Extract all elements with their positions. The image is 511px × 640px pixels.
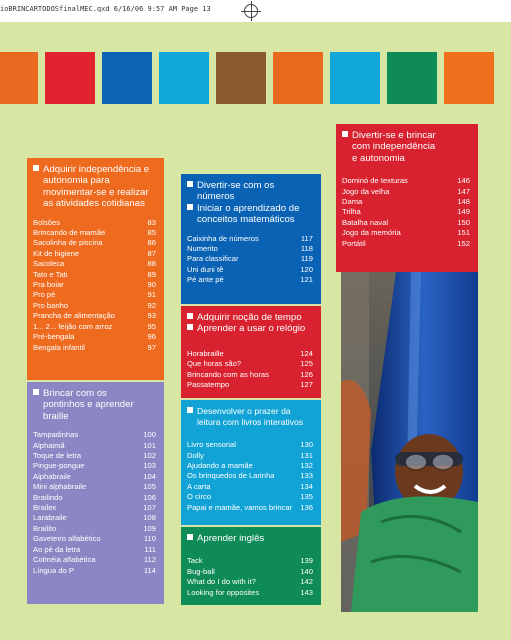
entry-title: Caixinha de números — [187, 233, 259, 243]
entry-title: Pro banho — [33, 300, 69, 310]
entry-page-number: 105 — [143, 482, 156, 492]
entry-title: Pré-bengala — [33, 332, 75, 342]
entry-page-number: 140 — [300, 566, 313, 576]
entry-page-number: 93 — [147, 311, 156, 321]
toc-list — [342, 176, 472, 249]
entry-title: Tampadinhas — [33, 430, 79, 440]
toc-list — [187, 349, 315, 391]
toc-entry — [187, 588, 315, 598]
panel-numbers — [181, 174, 321, 304]
toc-entry — [33, 503, 158, 513]
entry-title: 1... 2... feijão com arroz — [33, 321, 113, 331]
toc-entry — [33, 343, 158, 353]
toc-entry — [187, 370, 315, 380]
toc-entry — [187, 234, 315, 244]
entry-page-number: 89 — [147, 269, 156, 279]
toc-entry — [33, 545, 158, 555]
toc-entry — [33, 524, 158, 534]
entry-title: Mini alphabraile — [33, 482, 87, 492]
entry-title: Brailindo — [33, 492, 63, 502]
toc-entry — [33, 461, 158, 471]
toc-list — [33, 218, 158, 353]
toc-entry — [342, 176, 472, 186]
entry-page-number: 121 — [300, 275, 313, 285]
toc-entry — [187, 244, 315, 254]
entry-title: Prancha de alimentação — [33, 311, 115, 321]
entry-title: Pra boiar — [33, 280, 64, 290]
entry-page-number: 110 — [143, 534, 156, 544]
entry-page-number: 132 — [300, 461, 313, 470]
bullet-icon — [342, 131, 348, 137]
entry-page-number: 106 — [143, 492, 156, 502]
toc-entry — [33, 259, 158, 269]
entry-title: Larabraile — [33, 513, 67, 523]
entry-page-number: 143 — [300, 587, 313, 597]
toc-entry — [187, 471, 315, 481]
toc-entry — [33, 270, 158, 280]
toc-entry — [187, 440, 315, 450]
entry-page-number: 102 — [143, 451, 156, 461]
slug-text: ioBRINCARTODOSfinalMEC.qxd 6/16/06 9:57 AM Page 13 — [0, 5, 211, 13]
entry-title: Os brinquedos de Larinha — [187, 471, 275, 481]
entry-page-number: 117 — [300, 233, 313, 243]
bullet-icon — [187, 534, 193, 540]
entry-title: Pingue-pongue — [33, 461, 85, 471]
entry-title: Que horas são? — [187, 359, 242, 369]
toc-entry — [187, 380, 315, 390]
toc-entry — [342, 207, 472, 217]
entry-page-number: 146 — [457, 176, 470, 186]
entry-page-number: 125 — [300, 359, 313, 369]
toc-entry — [187, 503, 315, 513]
toc-entry — [187, 275, 315, 285]
entry-page-number: 152 — [457, 238, 470, 248]
bullet-icon — [33, 165, 39, 171]
toc-entry — [33, 482, 158, 492]
entry-page-number: 95 — [147, 321, 156, 331]
print-slug — [0, 0, 511, 22]
color-square — [102, 52, 152, 104]
entry-page-number: 87 — [147, 248, 156, 258]
entry-title: Tack — [187, 556, 203, 566]
entry-title: Pé ante pé — [187, 275, 224, 285]
entry-title: Papai e mamãe, vamos brincar — [187, 502, 293, 512]
entry-title: Batalha naval — [342, 217, 389, 227]
toc-entry — [342, 218, 472, 228]
toc-entry — [33, 218, 158, 228]
entry-title: Dolly — [187, 450, 204, 460]
toc-entry — [33, 472, 158, 482]
entry-page-number: 148 — [457, 197, 470, 207]
entry-title: Looking for opposites — [187, 587, 260, 597]
panel-heading: Aprender inglês — [187, 533, 315, 544]
entry-title: Sacolinha de piscina — [33, 238, 103, 248]
entry-title: Toque de letra — [33, 451, 82, 461]
entry-title: Uni duni tê — [187, 264, 224, 274]
panel-heading: Divertir-se com os números — [187, 180, 315, 203]
entry-page-number: 114 — [143, 565, 156, 575]
entry-title: Pro pé — [33, 290, 56, 300]
entry-title: Portátil — [342, 238, 366, 248]
toc-entry — [33, 555, 158, 565]
toc-list — [33, 430, 158, 576]
entry-title: Tato e Tati — [33, 269, 68, 279]
photo-illustration — [341, 272, 478, 612]
toc-entry — [187, 254, 315, 264]
entry-title: Bug-ball — [187, 566, 215, 576]
toc-entry — [342, 228, 472, 238]
toc-entry — [187, 482, 315, 492]
entry-title: Gaveteiro alfabético — [33, 534, 101, 544]
toc-entry — [33, 249, 158, 259]
toc-entry — [187, 556, 315, 566]
entry-page-number: 126 — [300, 369, 313, 379]
entry-page-number: 133 — [300, 471, 313, 481]
toc-entry — [33, 441, 158, 451]
registration-mark-icon — [244, 4, 258, 18]
entry-title: Língua do P — [33, 565, 74, 575]
entry-page-number: 83 — [147, 217, 156, 227]
color-square — [216, 52, 266, 104]
bullet-icon — [187, 324, 193, 330]
entry-title: Ajudando a mamãe — [187, 461, 253, 470]
toc-entry — [342, 187, 472, 197]
entry-page-number: 112 — [143, 555, 156, 565]
entry-page-number: 118 — [300, 244, 313, 254]
entry-page-number: 109 — [143, 523, 156, 533]
toc-entry — [187, 451, 315, 461]
entry-page-number: 124 — [300, 348, 313, 358]
toc-entry — [33, 290, 158, 300]
entry-page-number: 151 — [457, 228, 470, 238]
toc-entry — [33, 513, 158, 523]
bullet-icon — [187, 407, 193, 413]
entry-page-number: 147 — [457, 186, 470, 196]
entry-title: Horabraille — [187, 348, 224, 358]
bullet-icon — [187, 181, 193, 187]
panel-heading-2: Aprender a usar o relógio — [187, 323, 315, 334]
toc-list — [187, 440, 315, 513]
color-square — [273, 52, 323, 104]
entry-page-number: 131 — [300, 450, 313, 460]
toc-entry — [33, 332, 158, 342]
panel-fun — [336, 124, 478, 272]
entry-title: Passatempo — [187, 380, 230, 390]
entry-page-number: 119 — [300, 254, 313, 264]
color-square — [45, 52, 95, 104]
toc-entry — [187, 492, 315, 502]
color-square — [330, 52, 380, 104]
entry-page-number: 150 — [457, 217, 470, 227]
entry-page-number: 130 — [300, 440, 313, 450]
entry-page-number: 120 — [300, 264, 313, 274]
entry-page-number: 136 — [300, 502, 313, 512]
entry-page-number: 101 — [143, 440, 156, 450]
toc-entry — [33, 228, 158, 238]
entry-page-number: 134 — [300, 481, 313, 491]
color-square — [444, 52, 494, 104]
toc-entry — [187, 359, 315, 369]
photo-child-in-tunnel — [341, 272, 478, 612]
entry-title: Bengala infantil — [33, 342, 85, 352]
entry-page-number: 108 — [143, 513, 156, 523]
toc-entry — [33, 430, 158, 440]
entry-page-number: 127 — [300, 380, 313, 390]
entry-title: Brincando de mamãe — [33, 228, 106, 238]
entry-title: Bolsões — [33, 217, 61, 227]
toc-entry — [33, 301, 158, 311]
entry-page-number: 100 — [143, 430, 156, 440]
entry-title: Brailito — [33, 523, 57, 533]
entry-title: Alphabraile — [33, 471, 71, 481]
toc-entry — [187, 265, 315, 275]
panel-heading: Brincar com os pontinhos e aprender braille — [33, 388, 158, 422]
toc-entry — [187, 461, 315, 471]
entry-title: Trilha — [342, 207, 361, 217]
entry-title: Jogo da memória — [342, 228, 401, 238]
color-square — [0, 52, 38, 104]
toc-list — [187, 556, 315, 598]
bullet-icon — [187, 313, 193, 319]
entry-page-number: 139 — [300, 556, 313, 566]
entry-page-number: 142 — [300, 577, 313, 587]
entry-title: What do I do with it? — [187, 577, 256, 587]
entry-title: Para classificar — [187, 254, 239, 264]
bullet-icon — [187, 204, 193, 210]
toc-entry — [33, 534, 158, 544]
toc-list — [187, 234, 315, 286]
panel-heading: Divertir-se e brincar com independência e autonomia — [342, 130, 472, 164]
toc-entry — [342, 197, 472, 207]
entry-title: Dama — [342, 197, 363, 207]
panel-english — [181, 527, 321, 605]
color-strip — [0, 52, 511, 104]
panel-heading: Adquirir noção de tempo — [187, 312, 315, 323]
entry-title: O circo — [187, 492, 212, 502]
toc-entry — [187, 349, 315, 359]
panel-time — [181, 306, 321, 398]
entry-title: Kit de higiene — [33, 248, 80, 258]
entry-title: Sacoleca — [33, 259, 65, 269]
entry-page-number: 91 — [147, 290, 156, 300]
panel-independence — [27, 158, 164, 380]
entry-title: Livro sensorial — [187, 440, 236, 450]
entry-title: Brincando com as horas — [187, 369, 269, 379]
toc-entry — [33, 311, 158, 321]
toc-entry — [187, 577, 315, 587]
panel-reading — [181, 400, 321, 525]
color-square — [159, 52, 209, 104]
color-square — [387, 52, 437, 104]
panel-heading: Desenvolver o prazer da leitura com livros interativos — [187, 406, 315, 427]
toc-entry — [187, 567, 315, 577]
panel-braille — [27, 382, 164, 604]
entry-page-number: 97 — [147, 342, 156, 352]
entry-title: Numerito — [187, 244, 218, 254]
entry-page-number: 85 — [147, 228, 156, 238]
entry-page-number: 135 — [300, 492, 313, 502]
entry-title: Ao pé da letra — [33, 544, 81, 554]
toc-entry — [33, 238, 158, 248]
toc-entry — [33, 493, 158, 503]
bullet-icon — [33, 389, 39, 395]
toc-entry — [342, 239, 472, 249]
toc-entry — [33, 280, 158, 290]
toc-entry — [33, 566, 158, 576]
entry-page-number: 96 — [147, 332, 156, 342]
entry-page-number: 92 — [147, 300, 156, 310]
panel-heading: Adquirir independência e autonomia para movimentar-se e realizar as atividades cotidianas — [33, 164, 158, 210]
entry-page-number: 107 — [143, 503, 156, 513]
entry-title: Jogo da velha — [342, 186, 390, 196]
entry-title: Brailex — [33, 503, 57, 513]
entry-title: Dominó de texturas — [342, 176, 408, 186]
entry-page-number: 149 — [457, 207, 470, 217]
entry-title: Alphaimã — [33, 440, 65, 450]
toc-entry — [33, 451, 158, 461]
entry-page-number: 103 — [143, 461, 156, 471]
toc-entry — [33, 322, 158, 332]
panel-heading-2: Iniciar o aprendizado de conceitos matemáticos — [187, 203, 315, 226]
entry-page-number: 111 — [144, 544, 156, 554]
entry-page-number: 88 — [147, 259, 156, 269]
entry-page-number: 104 — [143, 471, 156, 481]
entry-title: A carta — [187, 481, 211, 491]
entry-title: Colméia alfabética — [33, 555, 96, 565]
entry-page-number: 90 — [147, 280, 156, 290]
entry-page-number: 86 — [147, 238, 156, 248]
